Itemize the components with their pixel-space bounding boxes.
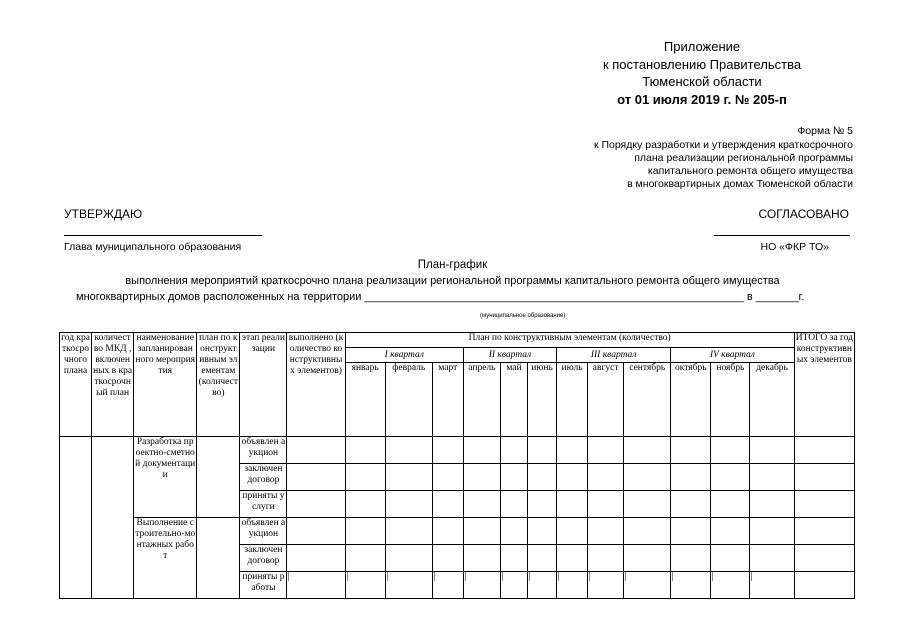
form-line-3: капитального ремонта общего имущества (647, 165, 853, 177)
month-jun: июнь (527, 363, 556, 437)
quarter-4: IV квартал (671, 348, 794, 363)
form-line-4: в многоквартирных домах Тюменской области (627, 178, 853, 190)
activity-name: Выполнение строительно-монтажных работ (134, 518, 197, 599)
col-stage-header: этап реализации (240, 333, 287, 437)
approve-label: УТВЕРЖДАЮ (64, 207, 143, 221)
quarter-1: I квартал (345, 348, 463, 363)
count-cell (92, 437, 134, 599)
agree-position: НО «ФКР ТО» (760, 241, 829, 253)
activity-name: Разработка проектно-сметной документации (134, 437, 197, 518)
agree-signature-line (714, 235, 850, 236)
col-plan-by-header: План по конструктивным элементам (количество) (345, 333, 794, 348)
appendix-line-3: от 01 июля 2019 г. № 205-п (617, 92, 787, 107)
col-name-header: наименование запланированного мероприятия (134, 333, 197, 437)
form-line-1: к Порядку разработки и утверждения краткосрочного (593, 139, 853, 151)
appendix-title: Приложение (663, 39, 741, 54)
approve-position: Глава муниципального образования (64, 241, 242, 253)
agree-label: СОГЛАСОВАНО (758, 207, 849, 221)
stage-label: приняты работы (240, 572, 287, 599)
quarter-3: III квартал (557, 348, 671, 363)
table-row (60, 518, 855, 545)
plan-title: План-график (417, 259, 488, 271)
col-plan-header: план по конструктивным элементам (количество) (197, 333, 240, 437)
col-count-header: количество МКД , включенных в краткосрочный план (92, 333, 134, 437)
year-cell (60, 437, 92, 599)
stage-label: приняты услуги (240, 491, 287, 518)
month-jan: январь (345, 363, 385, 437)
month-apr: апрель (463, 363, 500, 437)
municipality-note: (муниципальное образование) (480, 313, 566, 319)
month-dec: декабрь (750, 363, 794, 437)
month-may: май (500, 363, 527, 437)
appendix-line-1: к постановлению Правительства (602, 57, 802, 72)
month-aug: август (588, 363, 624, 437)
month-nov: ноябрь (711, 363, 750, 437)
month-oct: октябрь (671, 363, 711, 437)
month-feb: февраль (385, 363, 432, 437)
plan-title-line-1: выполнения мероприятий краткосрочно плана реализации региональной программы капитального ремонта общего имущества (125, 275, 780, 287)
col-total-header: ИТОГО за год конструктивных элементов (794, 333, 854, 437)
plan-title-line-2: многоквартирных домов расположенных на территории ______________________________________________________________ в _______г. (76, 291, 805, 303)
month-mar: март (432, 363, 463, 437)
appendix-line-2: Тюменской области (642, 74, 762, 89)
month-sep: сентябрь (624, 363, 671, 437)
form-number: Форма № 5 (797, 125, 853, 137)
approve-signature-line (64, 235, 262, 236)
stage-label: заключен договор (240, 545, 287, 572)
col-done-header: выполнено (количество конструктивных элементов) (287, 333, 345, 437)
table-row (60, 437, 855, 464)
plan-table (59, 332, 855, 599)
stage-label: заключен договор (240, 464, 287, 491)
form-line-2: плана реализации региональной программы (634, 152, 853, 164)
stage-label: объявлен аукцион (240, 437, 287, 464)
col-year-header: год краткосрочного плана (60, 333, 92, 437)
activity-plan-cell (197, 437, 240, 518)
quarter-2: II квартал (463, 348, 556, 363)
month-jul: июль (557, 363, 588, 437)
stage-label: объявлен аукцион (240, 518, 287, 545)
activity-plan-cell (197, 518, 240, 599)
